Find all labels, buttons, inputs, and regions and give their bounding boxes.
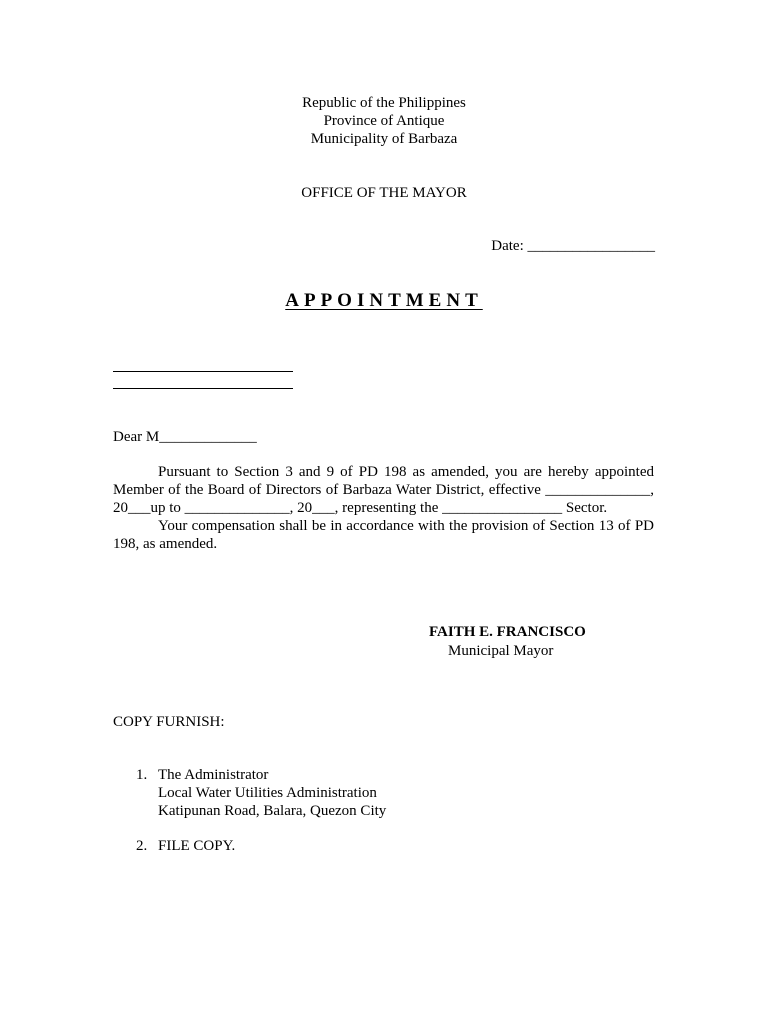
compensation-paragraph <box>113 517 654 553</box>
date-field: Date: _________________ <box>491 238 655 254</box>
list-item-number: 1. <box>136 767 148 783</box>
appointment-paragraph <box>113 463 654 517</box>
list-item <box>158 766 386 820</box>
salutation: Dear M_____________ <box>113 429 257 445</box>
copy-furnish-label: COPY FURNISH: <box>113 714 225 730</box>
office-of-the-mayor: OFFICE OF THE MAYOR <box>301 185 467 201</box>
recipient-address: Katipunan Road, Balara, Quezon City <box>158 803 387 819</box>
paragraph-line: Pursuant to Section 3 and 9 of PD 198 as amended, you are hereby appointed <box>158 464 654 480</box>
document-title: APPOINTMENT <box>285 290 483 311</box>
recipient-title: The Administrator <box>158 767 269 783</box>
header-municipality: Municipality of Barbaza <box>310 131 458 147</box>
recipient-agency: Local Water Utilities Administration <box>158 785 377 801</box>
list-item-number: 2. <box>136 838 148 854</box>
header-republic: Republic of the Philippines <box>302 95 466 111</box>
addressee-name-line <box>113 371 293 372</box>
paragraph-line: 198, as amended. <box>113 536 218 552</box>
paragraph-line: Your compensation shall be in accordance with the provision of Section 13 of PD <box>158 518 654 534</box>
signatory-name: FAITH E. FRANCISCO <box>429 624 586 640</box>
file-copy: FILE COPY. <box>158 838 236 854</box>
paragraph-line: Member of the Board of Directors of Barbaza Water District, effective ______________, <box>113 482 654 498</box>
header-province: Province of Antique <box>323 113 445 129</box>
addressee-address-line <box>113 388 293 389</box>
list-item <box>158 837 235 855</box>
paragraph-line: 20___up to ______________, 20___, representing the ________________ Sector. <box>113 500 608 516</box>
signatory-position: Municipal Mayor <box>448 643 554 659</box>
